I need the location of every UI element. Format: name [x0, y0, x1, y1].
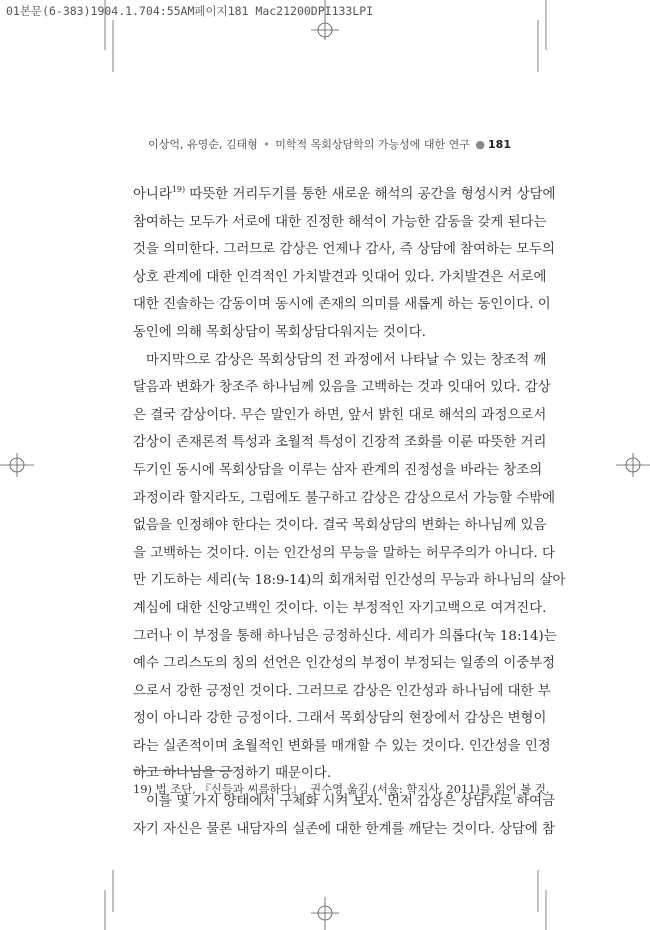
paragraph-1-first-word: 아니라	[133, 187, 172, 202]
footnote-text: 법 조단, 『신들과 씨름하다』, 권수영 옮김 (서울: 학지사, 2011)를 읽어 볼 것.	[155, 782, 550, 796]
registration-mark-right	[616, 450, 650, 480]
text-line: 라는 실존적이며 초월적인 변화를 매개할 수 있는 것이다. 인간성을 인정	[133, 738, 551, 754]
text-line: 계심에 대한 신앙고백인 것이다. 이는 부정적인 자기고백으로 여겨진다.	[133, 600, 547, 616]
paragraph-1-line-1: 따뜻한 거리두기를 통한 새로운 해석의 공간을 형성시켜 상담에	[185, 187, 556, 202]
text-line: 달음과 변화가 창조주 하나님께 있음을 고백하는 것과 잇대어 있다. 감상	[133, 380, 551, 396]
text-line: 으로서 강한 긍정인 것이다. 그러므로 감상은 인간성과 하나님에 대한 부	[133, 683, 551, 699]
text-line: 없음을 인정해야 한다는 것이다. 결국 목회상담의 변화는 하나님께 있음	[133, 518, 547, 534]
text-line: 동인에 의해 목회상담이 목회상담다워지는 것이다.	[133, 324, 426, 340]
text-line: 마지막으로 감상은 목회상담의 전 과정에서 나타날 수 있는 창조적 깨	[146, 352, 547, 368]
running-head-title: 미학적 목회상담학의 가능성에 대한 연구	[275, 138, 470, 151]
running-head-authors: 이상억, 유영순, 김태형	[148, 138, 258, 151]
page-number-dot: ●	[475, 138, 486, 151]
text-line: 예수 그리스도의 칭의 선언은 인간성의 부정이 부정되는 일종의 이중부정	[133, 656, 556, 672]
printer-slug: 01본문(6-383)1904.1.704:55AM페이지181 Mac21200DPI133LPI	[6, 4, 374, 18]
registration-mark-top	[311, 0, 339, 40]
footnote-rule	[133, 770, 233, 771]
crop-mark-bottom-left	[85, 870, 129, 930]
text-line: 참여하는 모두가 서로에 대한 진정한 해석이 가능한 감동을 갖게 된다는	[133, 214, 547, 230]
crop-mark-top-left	[85, 0, 129, 72]
text-line: 을 고백하는 것이다. 이는 인간성의 무능을 말하는 허무주의가 아니다. 다	[133, 545, 555, 561]
text-line: 정이 아니라 강한 긍정이다. 그래서 목회상담의 현장에서 감상은 변형이	[133, 711, 547, 727]
text-line: 감상이 존재론적 특성과 초월적 특성이 긴장적 조화를 이룬 따뜻한 거리	[133, 435, 547, 451]
paragraph-1	[133, 209, 555, 347]
text-line	[133, 181, 556, 209]
page-number: 181	[488, 138, 511, 151]
text-line: 것을 의미한다. 그러므로 감상은 언제나 감사, 즉 상담에 참여하는 모두의	[133, 242, 555, 258]
registration-mark-left	[0, 450, 34, 480]
text-line: 자기 자신은 물론 내담자의 실존에 대한 한계를 깨닫는 것이다. 상담에 참	[133, 821, 555, 837]
running-head	[148, 136, 511, 152]
footnote	[133, 781, 549, 797]
running-head-separator: •	[263, 138, 270, 151]
text-line: 하고 하나님을 긍정하기 때문이다.	[133, 766, 332, 782]
text-line: 대한 진솔하는 감동이며 동시에 존재의 의미를 새롭게 하는 동인이다. 이	[133, 297, 551, 313]
text-line: 과정이라 할지라도, 그럼에도 불구하고 감상은 감상으로서 가능할 수밖에	[133, 490, 556, 506]
text-line: 은 결국 감상이다. 무슨 말인가 하면, 앞서 밝힌 대로 해석의 과정으로서	[133, 407, 547, 423]
text-line: 그러나 이 부정을 통해 하나님은 긍정하신다. 세리가 의롭다(눅 18:14)는	[133, 628, 557, 644]
crop-mark-top-right	[522, 0, 566, 72]
text-line: 상호 관계에 대한 인격적인 가치발견과 잇대어 있다. 가치발견은 서로에	[133, 269, 547, 285]
body-text	[133, 181, 566, 843]
text-line: 두기인 동시에 목회상담을 이루는 삼자 관계의 진정성을 바라는 창조의	[133, 462, 543, 478]
registration-mark-bottom	[311, 897, 339, 930]
footnote-number: 19)	[133, 782, 152, 796]
text-line: 이를 몇 가지 양태에서 구체화 시켜 보자. 먼저 감상은 상담자로 하여금	[146, 794, 556, 810]
text-line: 만 기도하는 세리(눅 18:9-14)의 회개처럼 인간성의 무능과 하나님의 살아	[133, 573, 566, 589]
crop-mark-bottom-right	[522, 870, 566, 930]
footnote-reference: 19)	[171, 185, 186, 194]
